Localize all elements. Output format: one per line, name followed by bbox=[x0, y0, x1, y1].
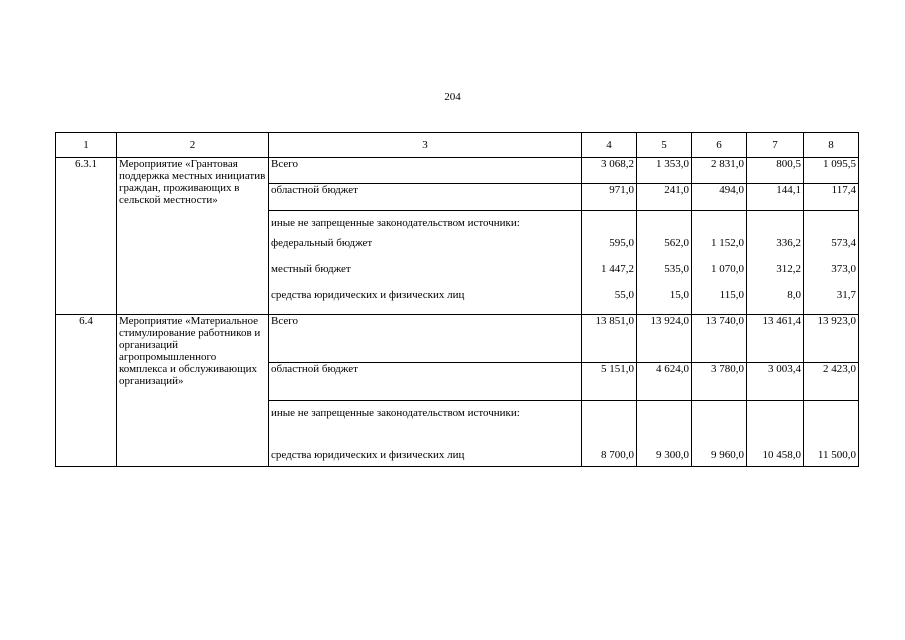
value-cell: 11 500,0 bbox=[804, 427, 859, 467]
value-cell: 2 831,0 bbox=[692, 158, 747, 184]
value-cell bbox=[804, 211, 859, 237]
header-row bbox=[56, 133, 859, 158]
col-header: 6 bbox=[692, 133, 747, 158]
value-cell: 5 151,0 bbox=[582, 363, 637, 401]
funding-table bbox=[55, 132, 859, 467]
value-cell: 1 447,2 bbox=[582, 263, 637, 289]
value-cell: 13 923,0 bbox=[804, 315, 859, 363]
value-cell: 595,0 bbox=[582, 237, 637, 263]
event-code: 6.3.1 bbox=[56, 158, 117, 315]
value-cell: 9 300,0 bbox=[637, 427, 692, 467]
value-cell: 15,0 bbox=[637, 289, 692, 315]
value-cell: 1 070,0 bbox=[692, 263, 747, 289]
source-label: федеральный бюджет bbox=[269, 237, 582, 263]
source-label: Всего bbox=[269, 315, 582, 363]
value-cell bbox=[582, 211, 637, 237]
value-cell bbox=[747, 401, 804, 427]
value-cell: 55,0 bbox=[582, 289, 637, 315]
table-row bbox=[56, 315, 859, 363]
value-cell bbox=[692, 211, 747, 237]
value-cell bbox=[692, 401, 747, 427]
value-cell bbox=[637, 401, 692, 427]
value-cell: 3 068,2 bbox=[582, 158, 637, 184]
value-cell: 31,7 bbox=[804, 289, 859, 315]
source-label: местный бюджет bbox=[269, 263, 582, 289]
event-title: Мероприятие «Материальное стимулирование работников и организаций агропромышленного комплекса и обслуживающих организаций» bbox=[117, 315, 269, 467]
value-cell: 573,4 bbox=[804, 237, 859, 263]
value-cell: 13 461,4 bbox=[747, 315, 804, 363]
source-label: иные не запрещенные законодательством источники: bbox=[269, 211, 582, 237]
value-cell bbox=[637, 211, 692, 237]
value-cell: 800,5 bbox=[747, 158, 804, 184]
table-row bbox=[56, 158, 859, 184]
source-label: средства юридических и физических лиц bbox=[269, 289, 582, 315]
value-cell: 3 780,0 bbox=[692, 363, 747, 401]
col-header: 5 bbox=[637, 133, 692, 158]
value-cell: 1 353,0 bbox=[637, 158, 692, 184]
source-label: областной бюджет bbox=[269, 363, 582, 401]
value-cell: 9 960,0 bbox=[692, 427, 747, 467]
col-header: 7 bbox=[747, 133, 804, 158]
value-cell: 13 924,0 bbox=[637, 315, 692, 363]
value-cell: 117,4 bbox=[804, 184, 859, 211]
source-label: Всего bbox=[269, 158, 582, 184]
value-cell: 4 624,0 bbox=[637, 363, 692, 401]
value-cell: 3 003,4 bbox=[747, 363, 804, 401]
value-cell: 336,2 bbox=[747, 237, 804, 263]
value-cell: 535,0 bbox=[637, 263, 692, 289]
value-cell: 115,0 bbox=[692, 289, 747, 315]
value-cell: 8 700,0 bbox=[582, 427, 637, 467]
col-header: 1 bbox=[56, 133, 117, 158]
value-cell: 312,2 bbox=[747, 263, 804, 289]
event-code: 6.4 bbox=[56, 315, 117, 467]
col-header: 8 bbox=[804, 133, 859, 158]
value-cell: 971,0 bbox=[582, 184, 637, 211]
source-label: иные не запрещенные законодательством источники: bbox=[269, 401, 582, 427]
value-cell: 241,0 bbox=[637, 184, 692, 211]
value-cell: 13 740,0 bbox=[692, 315, 747, 363]
page-number: 204 bbox=[444, 91, 461, 103]
value-cell: 2 423,0 bbox=[804, 363, 859, 401]
value-cell bbox=[582, 401, 637, 427]
value-cell: 373,0 bbox=[804, 263, 859, 289]
value-cell: 1 152,0 bbox=[692, 237, 747, 263]
value-cell bbox=[804, 401, 859, 427]
col-header: 2 bbox=[117, 133, 269, 158]
value-cell: 494,0 bbox=[692, 184, 747, 211]
value-cell bbox=[747, 211, 804, 237]
col-header: 3 bbox=[269, 133, 582, 158]
value-cell: 1 095,5 bbox=[804, 158, 859, 184]
source-label: средства юридических и физических лиц bbox=[269, 427, 582, 467]
value-cell: 562,0 bbox=[637, 237, 692, 263]
value-cell: 144,1 bbox=[747, 184, 804, 211]
value-cell: 10 458,0 bbox=[747, 427, 804, 467]
event-title: Мероприятие «Грантовая поддержка местных инициатив граждан, проживающих в сельской местности» bbox=[117, 158, 269, 315]
value-cell: 8,0 bbox=[747, 289, 804, 315]
source-label: областной бюджет bbox=[269, 184, 582, 211]
value-cell: 13 851,0 bbox=[582, 315, 637, 363]
col-header: 4 bbox=[582, 133, 637, 158]
